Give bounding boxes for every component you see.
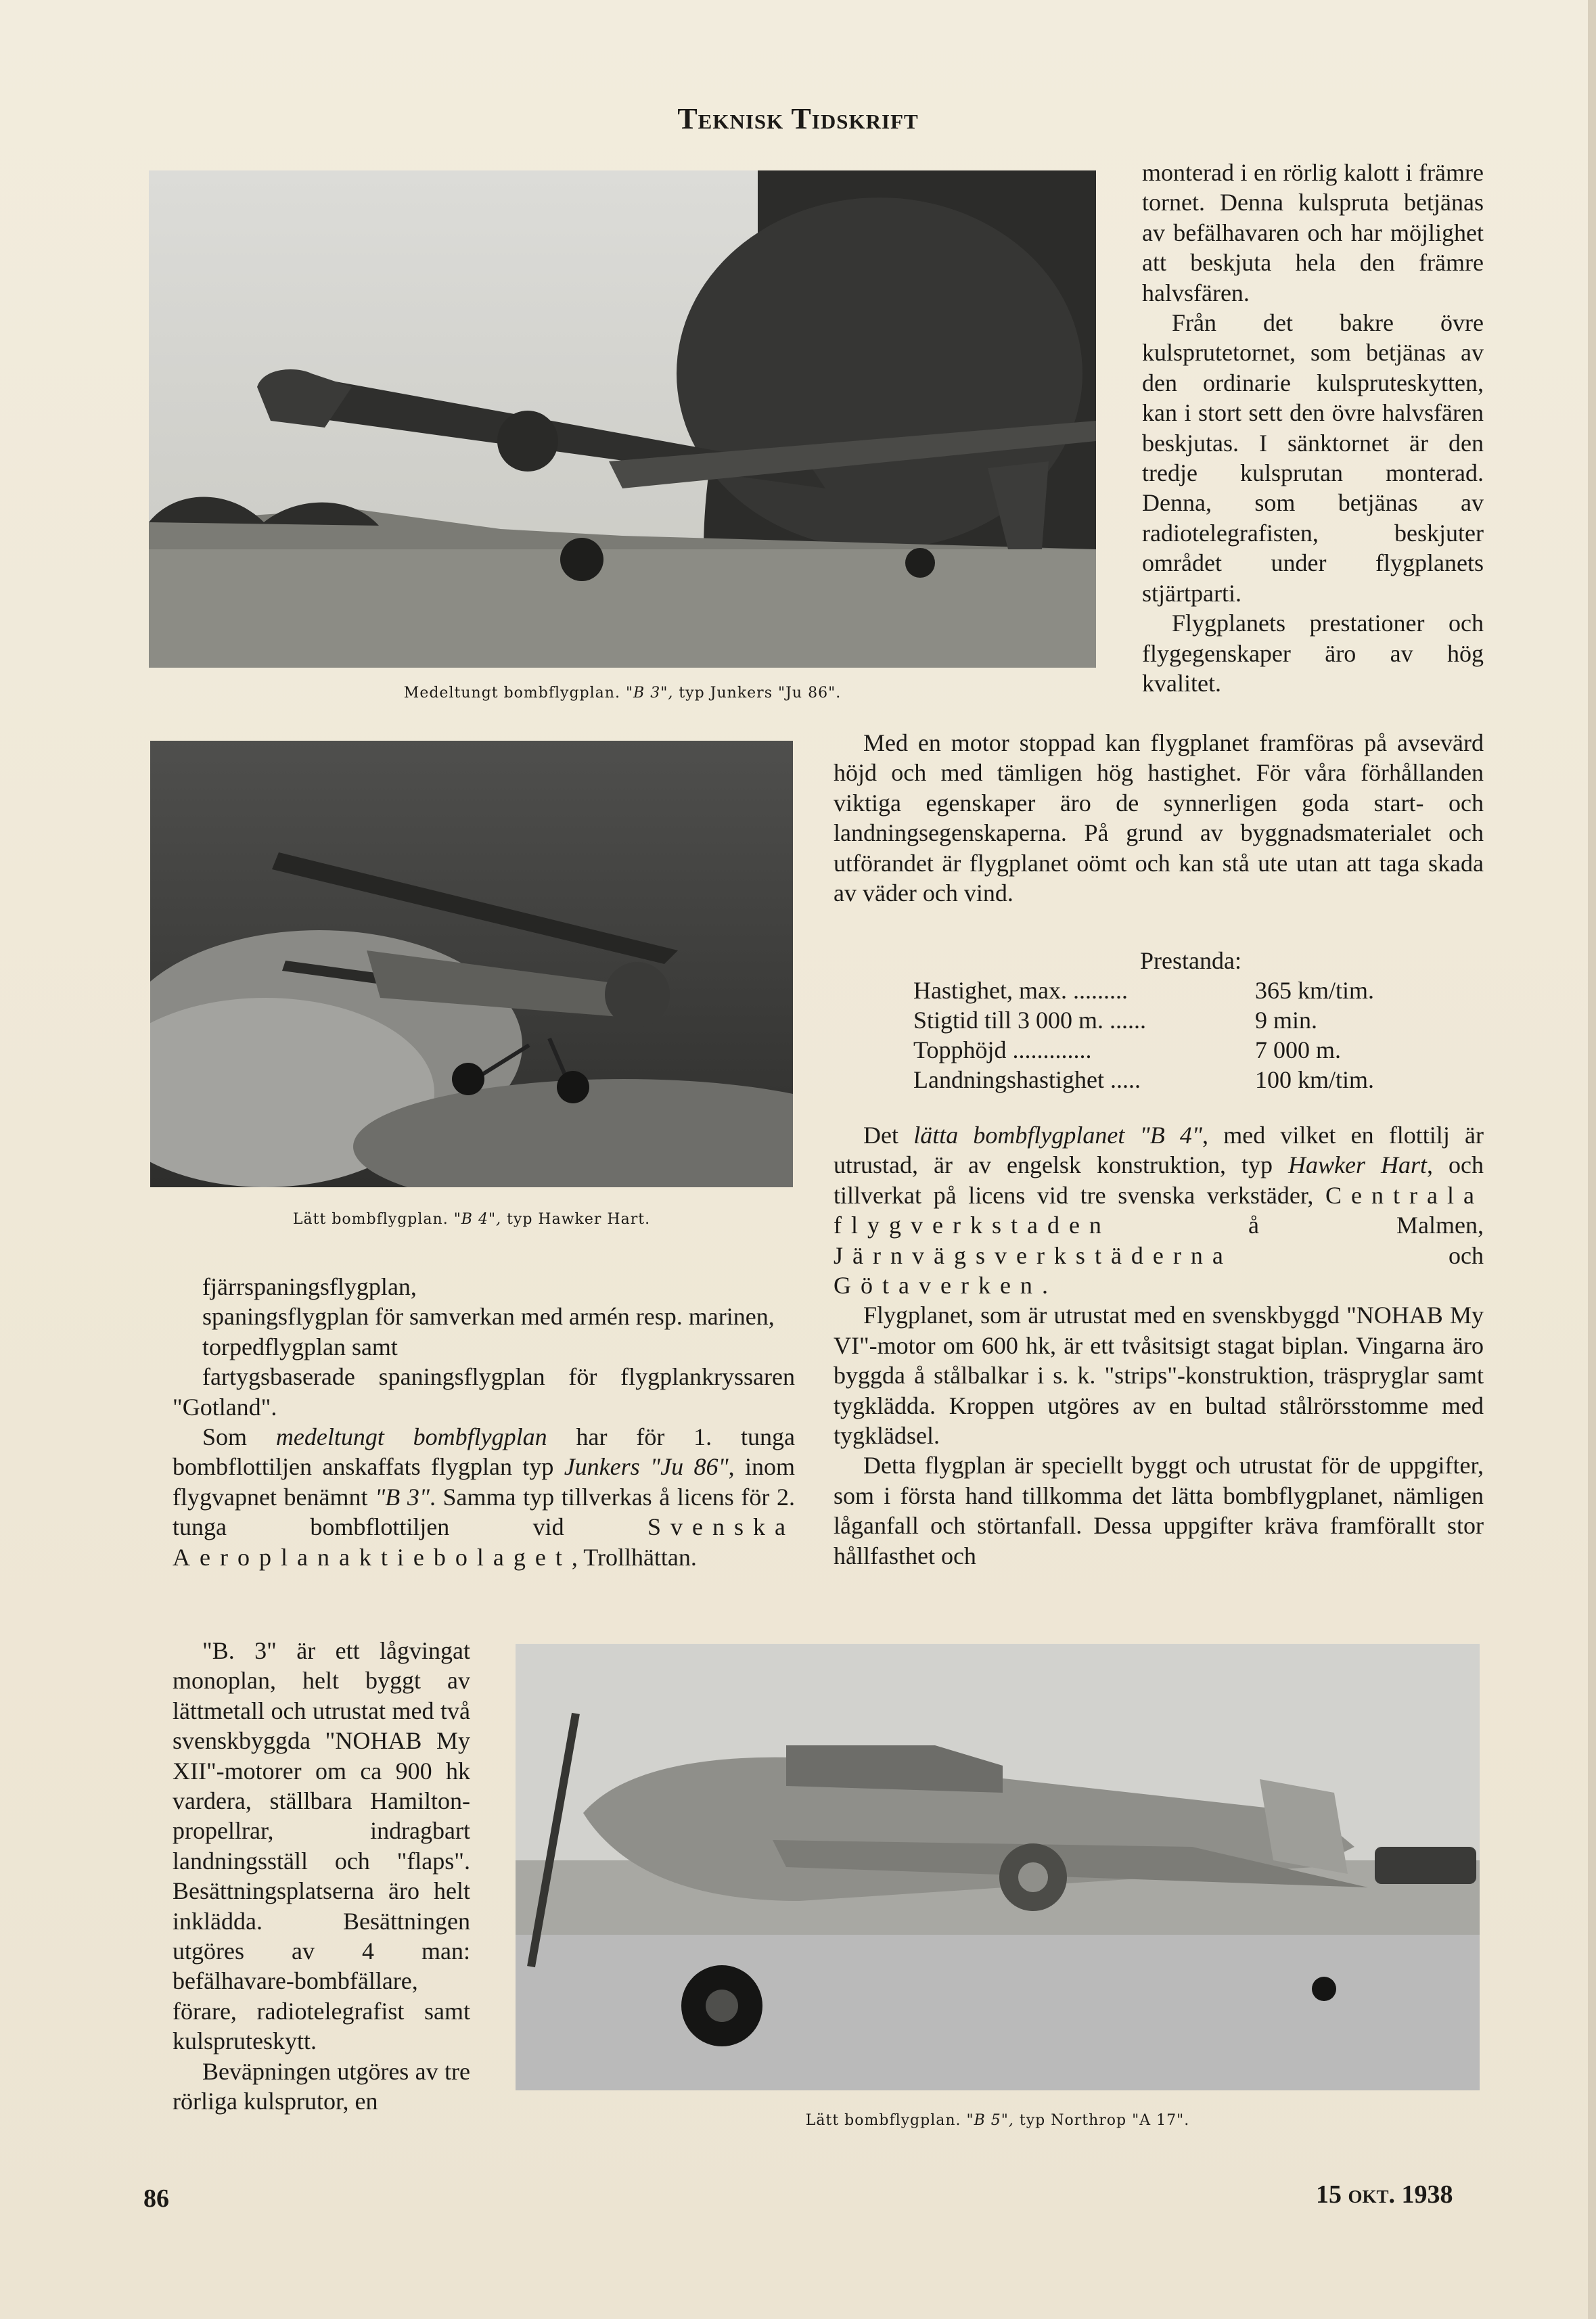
list-item: fjärrspaningsflygplan, <box>202 1273 417 1300</box>
photo-northrop-b5 <box>516 1644 1480 2090</box>
journal-header: Teknisk Tidskrift <box>677 102 919 135</box>
list-item: fartygsbaserade spaningsflygplan för flygplankryssaren "Gotland". <box>173 1363 795 1421</box>
list-item: spaningsflygplan för samverkan med armén resp. marinen, <box>202 1303 775 1331</box>
paragraph: Det lätta bombflygplanet "B 4", med vilket en flottilj är utrustad, är av engelsk konstruktion, typ Hawker Hart, och tillverkat på licens vid tre svenska verkstäder, Centrala flygverkstaden å Malmen, Järnvägsverkstäderna och Götaverken. <box>834 1122 1484 1300</box>
text-column-right-top <box>1142 158 1484 698</box>
list-item: torpedflygplan samt <box>202 1333 398 1360</box>
photo-caption-hawker: Lätt bombflygplan. "B 4", typ Hawker Hart. <box>292 1211 651 1228</box>
paragraph: Från det bakre övre kulsprutetornet, som betjänas av den ordinarie kulspruteskytten, kan i stort sett den övre halvsfären beskjutas. I sänktornet är den tredje kulsprutan monterad. Denna, som betjänas av radiotelegrafisten, beskjuter området under flygplanets stjärtparti. <box>1142 309 1484 607</box>
text-column-right-lower <box>834 1120 1484 1571</box>
text-column-right-main <box>834 728 1484 908</box>
paragraph: "B. 3" är ett lågvingat monoplan, helt byggt av lättmetall och utrustat med två svenskbyggda "NOHAB My XII"-motorer om ca 900 hk vardera, ställbara Hamilton-propellrar, indragbart landningsställ och "flaps". Besättningsplatserna äro helt inklädda. Besättningen utgöres av 4 man: befälhavare-bombfällare, förare, radiotelegrafist samt kulspruteskytt. <box>173 1637 470 2055</box>
performance-row: Topphöjd ............. 7 000 m. <box>913 1036 1342 1063</box>
paragraph: Som medeltungt bombflygplan har för 1. tunga bombflottiljen anskaffats flygplan typ Junkers "Ju 86", inom flygvapnet benämnt "B 3". Samma typ tillverkas å licens för 2. tunga bombflottiljen vid Svenska Aeroplanaktiebolaget, Trollhättan. <box>173 1423 795 1571</box>
photo-hawker-b4 <box>150 741 793 1187</box>
issue-date: 15 okt. 1938 <box>1316 2180 1453 2209</box>
text-column-left-narrow <box>173 1636 470 2117</box>
photo-junkers-b3 <box>149 170 1096 668</box>
photo-caption-northrop: Lätt bombflygplan. "B 5", typ Northrop "A 17". <box>805 2112 1190 2129</box>
paragraph: Flygplanet, som är utrustat med en svenskbyggd "NOHAB My VI"-motor om 600 hk, är ett tvåsitsigt stagat biplan. Vingarna äro byggda å stålbalkar i s. k. "strips"-konstruktion, träspryglar samt tygklädda. Kroppen utgöres av en bultad stålrörsstomme med tygklädsel. <box>834 1302 1484 1450</box>
performance-title: Prestanda: <box>1140 947 1241 974</box>
paragraph: Detta flygplan är speciellt byggt och utrustat för de uppgifter, som i första hand tillkomma det lätta bombflygplanet, nämligen låganfall och störtanfall. Dessa uppgifter kräva framförallt stor hållfasthet och <box>834 1452 1484 1569</box>
performance-table <box>913 946 1468 1095</box>
paragraph: monterad i en rörlig kalott i främre tornet. Denna kulspruta betjänas av befälhavaren och har möjlighet att beskjuta hela den främre halvsfären. <box>1142 159 1484 306</box>
paragraph: Flygplanets prestationer och flygegenskaper äro av hög kvalitet. <box>1142 610 1484 697</box>
page-number: 86 <box>143 2184 169 2213</box>
performance-row: Hastighet, max. ......... 365 km/tim. <box>913 977 1375 1004</box>
text-column-left <box>173 1272 795 1572</box>
photo-caption-junkers: Medeltungt bombflygplan. "B 3", typ Junkers "Ju 86". <box>403 685 842 702</box>
page-edge-shadow <box>1588 0 1596 2319</box>
performance-row: Stigtid till 3 000 m. ...... 9 min. <box>913 1007 1318 1034</box>
paragraph: Beväpningen utgöres av tre rörliga kulsprutor, en <box>173 2057 470 2115</box>
performance-row: Landningshastighet ..... 100 km/tim. <box>913 1066 1375 1093</box>
paragraph: Med en motor stoppad kan flygplanet framföras på avsevärd höjd och med tämligen hög hastighet. För våra förhållanden viktiga egenskaper äro de synnerligen goda start- och landningsegenskaperna. På grund av byggnadsmaterialet och utförandet är flygplanet oömt och kan stå ute utan att taga skada av väder och vind. <box>834 729 1484 907</box>
